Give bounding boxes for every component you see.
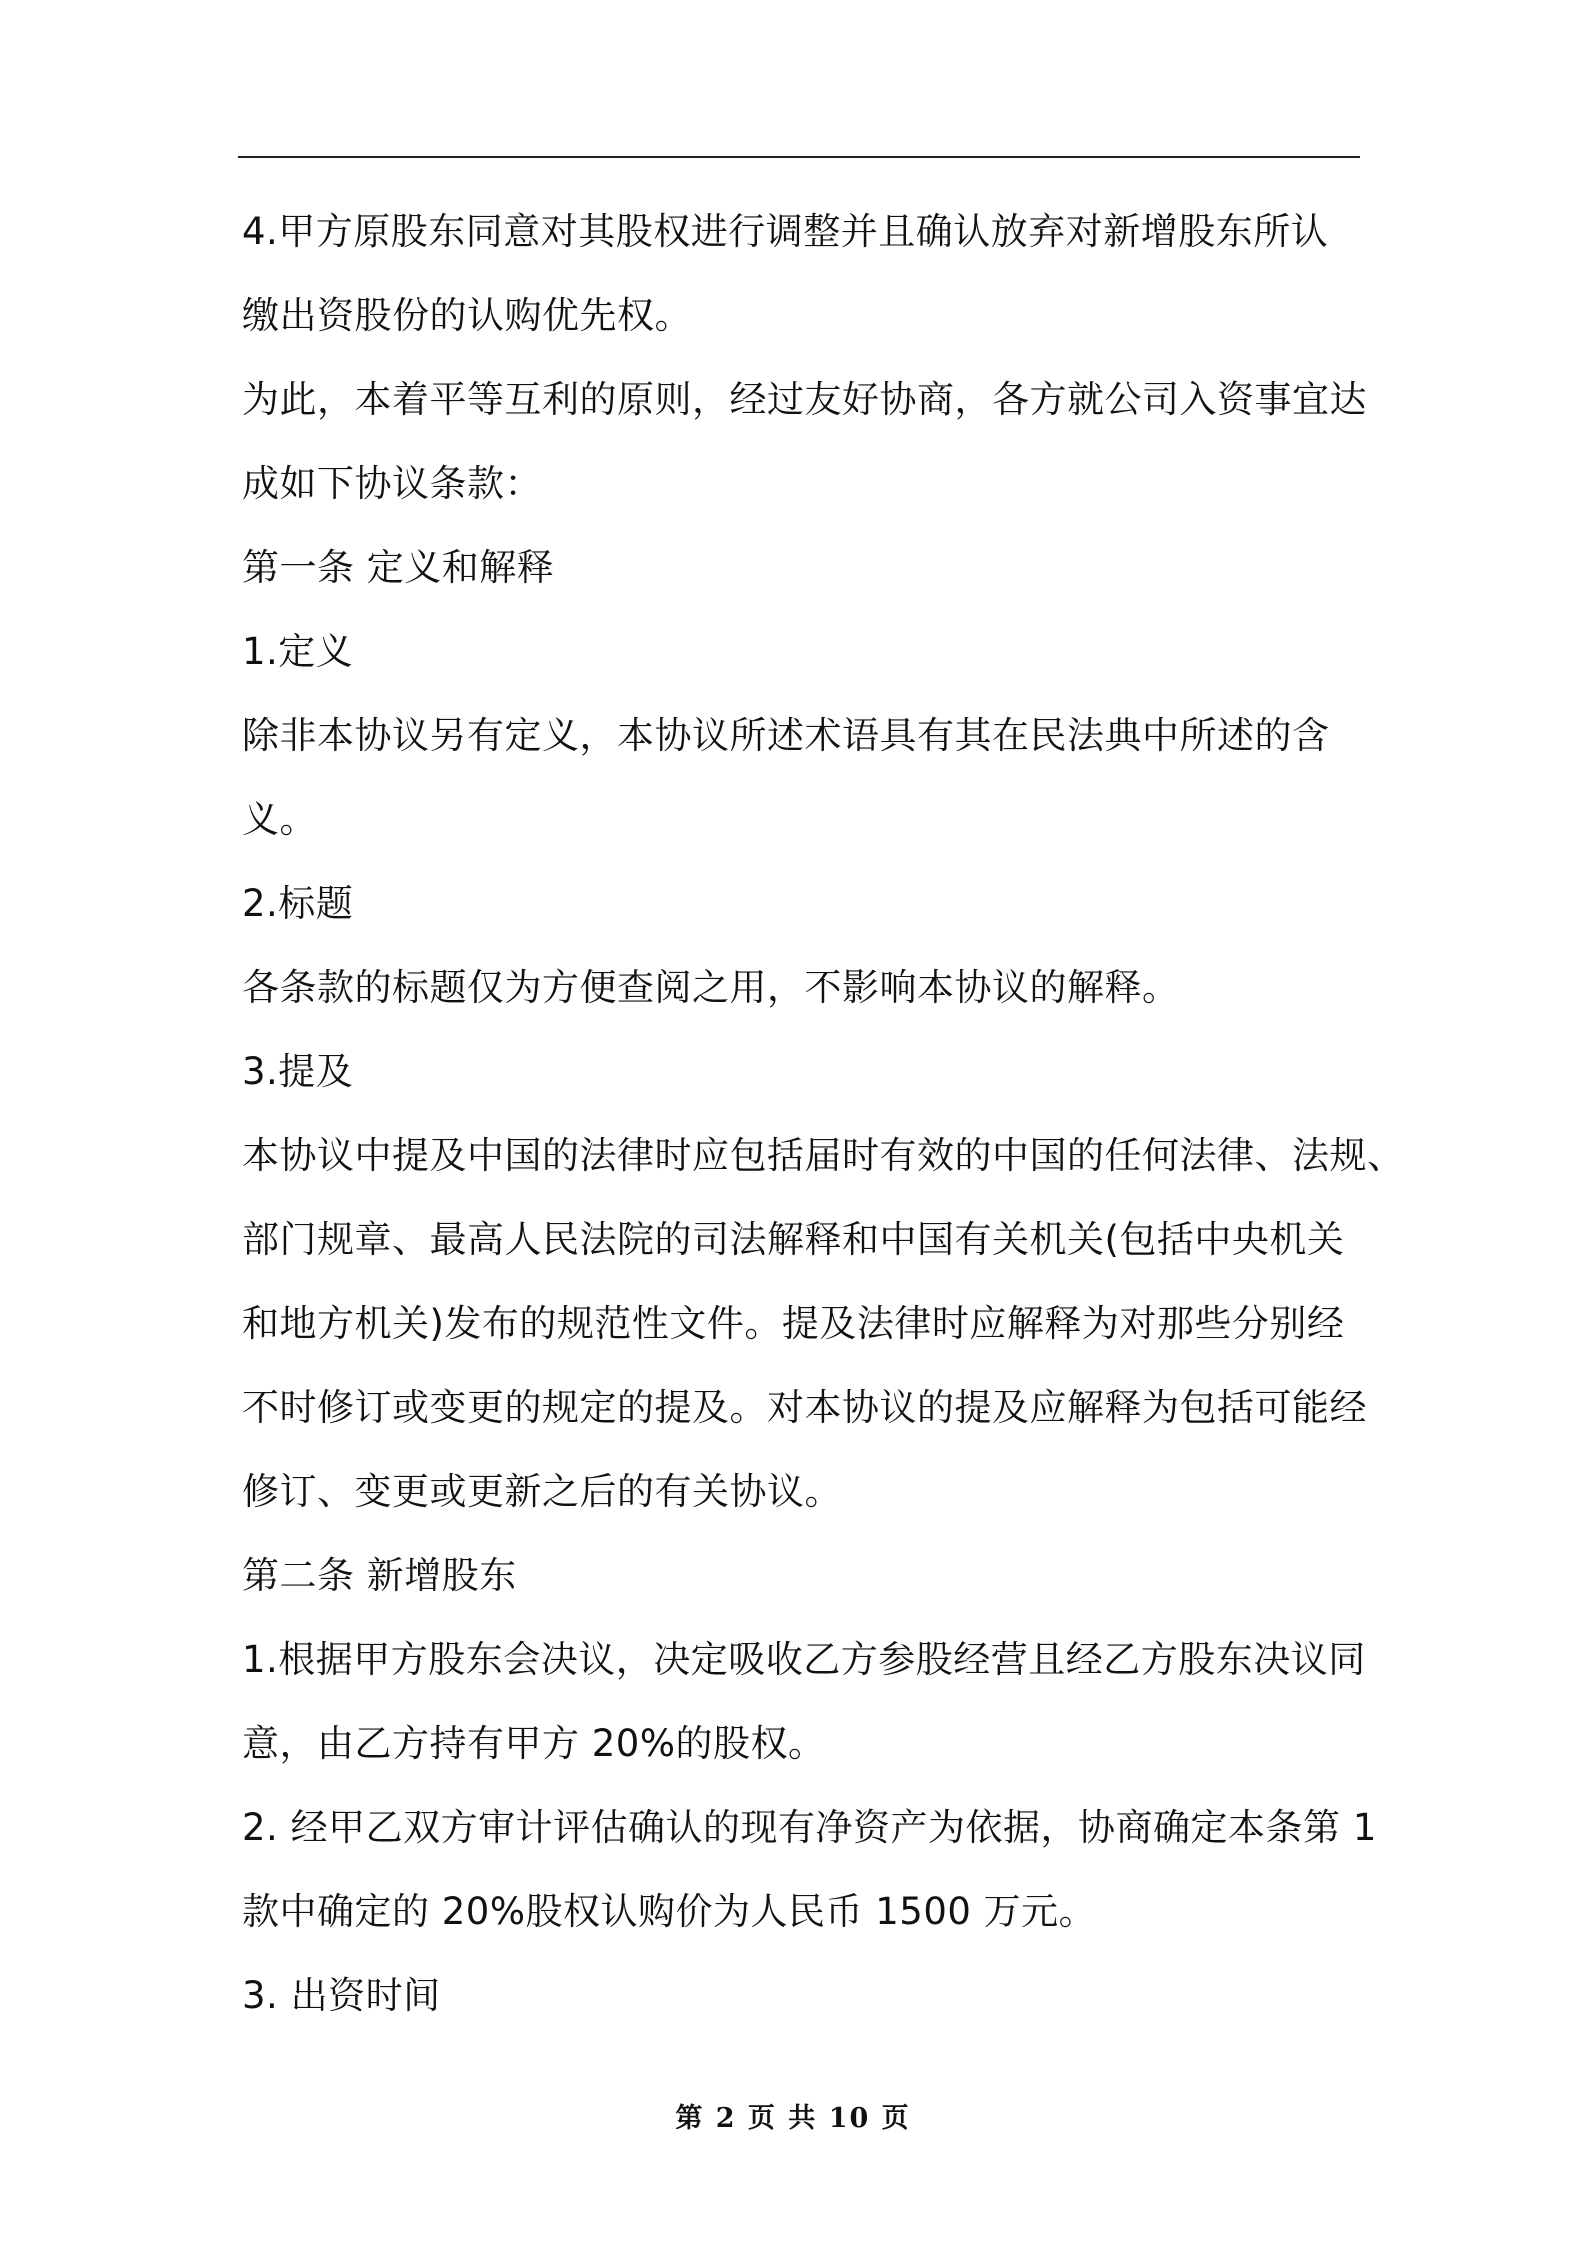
section-heading: 3.提及 [242,1050,354,1093]
paragraph-line: 和地方机关)发布的规范性文件。提及法律时应解释为对那些分别经 [242,1302,1345,1345]
paragraph-line: 不时修订或变更的规定的提及。对本协议的提及应解释为包括可能经 [242,1386,1367,1429]
paragraph-line: 修订、变更或更新之后的有关协议。 [242,1470,842,1513]
paragraph-line: 2. 经甲乙双方审计评估确认的现有净资产为依据，协商确定本条第 1 [242,1806,1377,1849]
document-body [242,190,1405,2038]
section-heading: 1.定义 [242,630,354,673]
paragraph-line: 1.根据甲方股东会决议，决定吸收乙方参股经营且经乙方股东决议同 [242,1638,1366,1681]
paragraph-line: 缴出资股份的认购优先权。 [242,294,692,337]
paragraph-line: 各条款的标题仅为方便查阅之用，不影响本协议的解释。 [242,966,1180,1009]
section-heading: 2.标题 [242,882,354,925]
paragraph-line: 为此，本着平等互利的原则，经过友好协商，各方就公司入资事宜达 [242,378,1367,421]
page-number: 第 2 页 共 10 页 [675,2103,911,2134]
paragraph-line: 4.甲方原股东同意对其股权进行调整并且确认放弃对新增股东所认 [242,210,1329,253]
paragraph-line: 除非本协议另有定义，本协议所述术语具有其在民法典中所述的含 [242,714,1330,757]
paragraph-line: 成如下协议条款： [242,462,542,505]
article-heading: 第二条 新增股东 [242,1554,517,1597]
header-rule [238,156,1360,158]
article-heading: 第一条 定义和解释 [242,546,555,589]
paragraph-line: 部门规章、最高人民法院的司法解释和中国有关机关(包括中央机关 [242,1218,1345,1261]
paragraph-line: 款中确定的 20%股权认购价为人民币 1500 万元。 [242,1890,1097,1933]
paragraph-line: 义。 [242,798,317,841]
paragraph-line: 本协议中提及中国的法律时应包括届时有效的中国的任何法律、法规、 [242,1134,1405,1177]
paragraph-line: 意，由乙方持有甲方 20%的股权。 [242,1722,826,1765]
section-heading: 3. 出资时间 [242,1974,441,2017]
